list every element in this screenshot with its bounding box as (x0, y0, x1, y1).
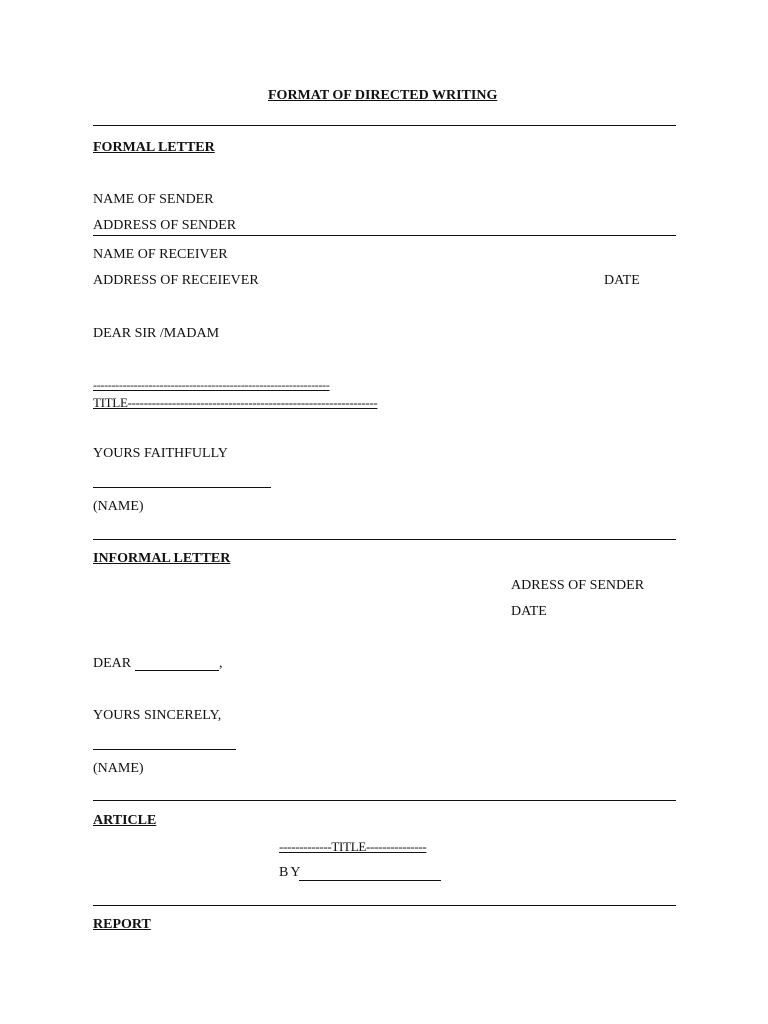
section-divider (93, 905, 676, 906)
formal-address-of-sender: ADDRESS OF SENDER (93, 218, 237, 233)
formal-name-of-receiver: NAME OF RECEIVER (93, 247, 228, 262)
section-divider (93, 539, 676, 540)
sender-receiver-divider (93, 235, 676, 236)
formal-salutation: DEAR SIR /MADAM (93, 326, 220, 341)
formal-title-line: TITLE-------------------------------------------------------------- (93, 395, 378, 410)
formal-date: DATE (604, 273, 640, 288)
article-title-line: -------------TITLE--------------- (279, 839, 427, 854)
informal-signature-line (93, 749, 236, 750)
formal-dash-line: ---------------------------------------------------------------- (93, 378, 330, 392)
informal-salutation-blank (135, 670, 219, 671)
informal-letter-heading: INFORMAL LETTER (93, 551, 231, 566)
informal-salutation: DEAR (93, 656, 132, 671)
section-divider (93, 125, 676, 126)
informal-salutation-comma: , (219, 656, 223, 671)
article-by: BY (279, 865, 303, 880)
formal-name-of-sender: NAME OF SENDER (93, 192, 214, 207)
informal-date: DATE (511, 604, 547, 619)
report-heading: REPORT (93, 917, 151, 932)
article-by-blank (299, 880, 441, 881)
informal-address-of-sender: ADRESS OF SENDER (511, 578, 645, 593)
formal-address-of-receiver: ADDRESS OF RECEIEVER (93, 273, 259, 288)
article-heading: ARTICLE (93, 813, 157, 828)
informal-name: (NAME) (93, 761, 144, 776)
section-divider (93, 800, 676, 801)
formal-name: (NAME) (93, 499, 144, 514)
formal-letter-heading: FORMAL LETTER (93, 140, 215, 155)
page-title: FORMAT OF DIRECTED WRITING (268, 88, 498, 103)
formal-closing: YOURS FAITHFULLY (93, 446, 228, 461)
informal-closing: YOURS SINCERELY, (93, 708, 222, 723)
formal-signature-line (93, 487, 271, 488)
